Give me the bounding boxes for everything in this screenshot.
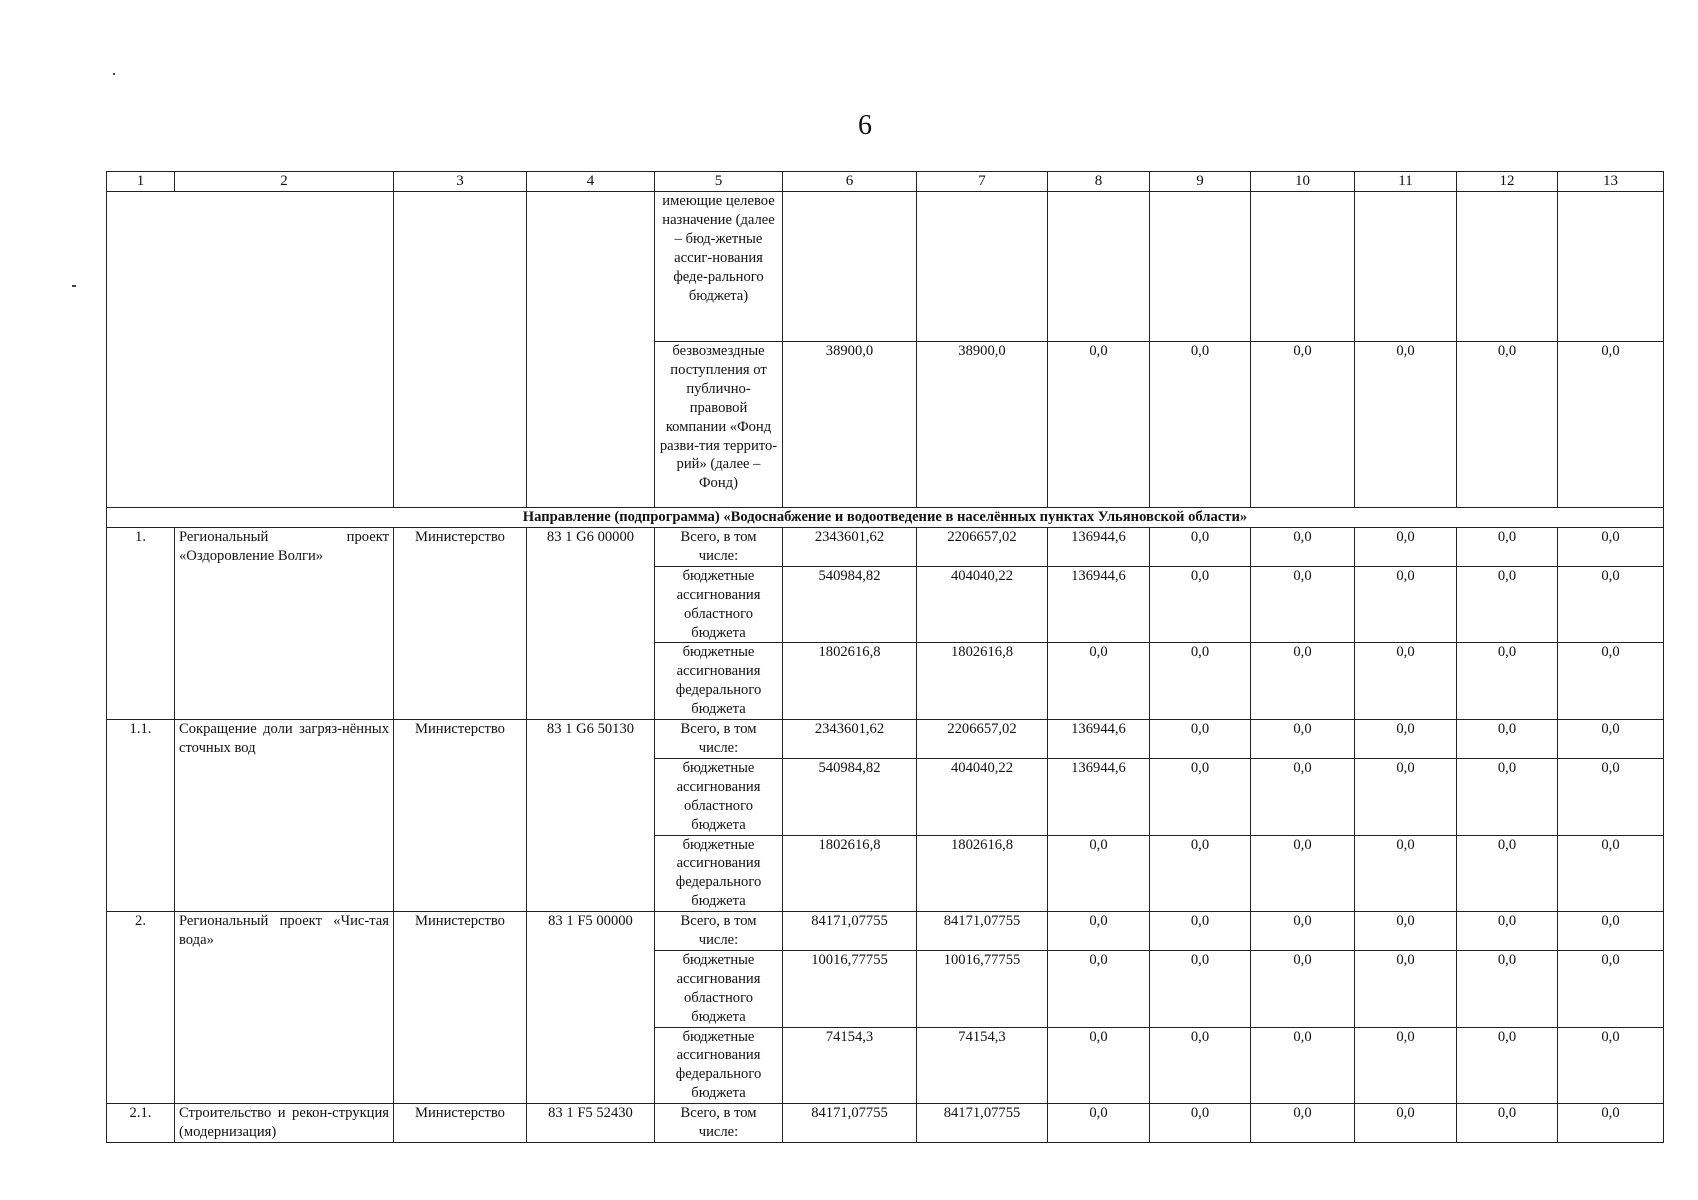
empty-cell: [527, 192, 655, 508]
table-row: [107, 1104, 1664, 1143]
column-number: 1: [107, 172, 175, 192]
column-number: 10: [1251, 172, 1355, 192]
value-cell: 0,0: [1558, 1104, 1664, 1143]
item-name: Региональный проект «Чис-тая вода»: [175, 912, 394, 1104]
item-number: 1.: [107, 528, 175, 720]
value-cell: 0,0: [1457, 566, 1558, 643]
value-cell: 0,0: [1048, 835, 1150, 912]
column-number: 5: [655, 172, 783, 192]
value-cell: [1048, 192, 1150, 342]
value-cell: 0,0: [1251, 835, 1355, 912]
value-cell: 0,0: [1355, 566, 1457, 643]
item-code: 83 1 G6 00000: [527, 528, 655, 720]
value-cell: 0,0: [1150, 1104, 1251, 1143]
column-number: 12: [1457, 172, 1558, 192]
value-cell: 38900,0: [917, 342, 1048, 508]
funding-source-cell: Всего, в том числе:: [655, 528, 783, 567]
value-cell: 0,0: [1251, 720, 1355, 759]
item-number: 2.: [107, 912, 175, 1104]
funding-source-cell: Всего, в том числе:: [655, 720, 783, 759]
value-cell: 0,0: [1457, 720, 1558, 759]
item-number: 1.1.: [107, 720, 175, 912]
budget-table: [106, 171, 1664, 1143]
column-number: 2: [175, 172, 394, 192]
value-cell: 0,0: [1355, 528, 1457, 567]
value-cell: 2343601,62: [783, 528, 917, 567]
empty-cell: [394, 192, 527, 508]
value-cell: 0,0: [1457, 835, 1558, 912]
value-cell: 0,0: [1048, 1104, 1150, 1143]
value-cell: 0,0: [1251, 758, 1355, 835]
value-cell: 0,0: [1150, 1027, 1251, 1104]
value-cell: 0,0: [1048, 950, 1150, 1027]
value-cell: 540984,82: [783, 566, 917, 643]
item-executor: Министерство: [394, 1104, 527, 1143]
value-cell: [1251, 192, 1355, 342]
value-cell: 1802616,8: [917, 835, 1048, 912]
scan-speck: [72, 285, 76, 287]
value-cell: 0,0: [1150, 835, 1251, 912]
funding-source-cell: имеющие целевое назначение (далее – бюд-жетные ассиг-нования феде-рального бюджета): [655, 192, 783, 342]
value-cell: 0,0: [1251, 950, 1355, 1027]
value-cell: [1355, 192, 1457, 342]
value-cell: 404040,22: [917, 566, 1048, 643]
funding-source-cell: Всего, в том числе:: [655, 912, 783, 951]
value-cell: 0,0: [1355, 835, 1457, 912]
value-cell: 0,0: [1457, 528, 1558, 567]
section-row: [107, 508, 1664, 528]
value-cell: 0,0: [1251, 912, 1355, 951]
value-cell: 0,0: [1355, 342, 1457, 508]
column-number: 4: [527, 172, 655, 192]
value-cell: 38900,0: [783, 342, 917, 508]
value-cell: 0,0: [1558, 758, 1664, 835]
funding-source-cell: бюджетные ассигнования областного бюджета: [655, 950, 783, 1027]
column-number: 11: [1355, 172, 1457, 192]
item-name: Сокращение доли загряз-нённых сточных вод: [175, 720, 394, 912]
value-cell: 2206657,02: [917, 528, 1048, 567]
table-row: [107, 528, 1664, 567]
value-cell: 84171,07755: [783, 912, 917, 951]
page-number: 6: [858, 110, 872, 141]
section-title: Направление (подпрограмма) «Водоснабжение и водоотведение в населённых пунктах Ульяновской области»: [107, 508, 1664, 528]
table-body: [107, 172, 1664, 1143]
value-cell: 0,0: [1150, 528, 1251, 567]
value-cell: 0,0: [1150, 758, 1251, 835]
value-cell: 136944,6: [1048, 758, 1150, 835]
column-number: 6: [783, 172, 917, 192]
value-cell: 0,0: [1048, 1027, 1150, 1104]
funding-source-cell: бюджетные ассигнования областного бюджета: [655, 566, 783, 643]
value-cell: 0,0: [1048, 912, 1150, 951]
value-cell: 0,0: [1048, 342, 1150, 508]
value-cell: 0,0: [1150, 643, 1251, 720]
value-cell: [783, 192, 917, 342]
value-cell: 0,0: [1150, 912, 1251, 951]
item-code: 83 1 G6 50130: [527, 720, 655, 912]
value-cell: 540984,82: [783, 758, 917, 835]
value-cell: 0,0: [1251, 643, 1355, 720]
funding-source-cell: Всего, в том числе:: [655, 1104, 783, 1143]
value-cell: 0,0: [1558, 1027, 1664, 1104]
value-cell: 0,0: [1558, 566, 1664, 643]
value-cell: 136944,6: [1048, 720, 1150, 759]
value-cell: 2343601,62: [783, 720, 917, 759]
value-cell: 0,0: [1251, 528, 1355, 567]
value-cell: 0,0: [1355, 720, 1457, 759]
value-cell: 0,0: [1251, 342, 1355, 508]
item-executor: Министерство: [394, 720, 527, 912]
value-cell: [1457, 192, 1558, 342]
empty-cell: [107, 192, 394, 508]
value-cell: 0,0: [1558, 342, 1664, 508]
item-executor: Министерство: [394, 912, 527, 1104]
value-cell: 1802616,8: [783, 835, 917, 912]
value-cell: 84171,07755: [917, 912, 1048, 951]
value-cell: 74154,3: [917, 1027, 1048, 1104]
funding-source-cell: бюджетные ассигнования федерального бюджета: [655, 643, 783, 720]
table-row: [107, 912, 1664, 951]
column-number: 3: [394, 172, 527, 192]
value-cell: 136944,6: [1048, 528, 1150, 567]
value-cell: 136944,6: [1048, 566, 1150, 643]
value-cell: 0,0: [1457, 950, 1558, 1027]
value-cell: 2206657,02: [917, 720, 1048, 759]
funding-source-cell: бюджетные ассигнования областного бюджета: [655, 758, 783, 835]
scan-speck: [113, 73, 115, 75]
value-cell: 0,0: [1558, 528, 1664, 567]
column-number: 9: [1150, 172, 1251, 192]
value-cell: [917, 192, 1048, 342]
column-number: 13: [1558, 172, 1664, 192]
item-name: Строительство и рекон-струкция (модернизация): [175, 1104, 394, 1143]
value-cell: 0,0: [1457, 1027, 1558, 1104]
value-cell: 10016,77755: [783, 950, 917, 1027]
value-cell: 1802616,8: [917, 643, 1048, 720]
value-cell: 0,0: [1355, 758, 1457, 835]
value-cell: 0,0: [1558, 912, 1664, 951]
value-cell: 0,0: [1355, 1027, 1457, 1104]
value-cell: 0,0: [1251, 1027, 1355, 1104]
continuation-row: [107, 192, 1664, 342]
value-cell: 0,0: [1558, 950, 1664, 1027]
value-cell: 0,0: [1355, 912, 1457, 951]
item-number: 2.1.: [107, 1104, 175, 1143]
value-cell: 0,0: [1150, 950, 1251, 1027]
table-row: [107, 720, 1664, 759]
value-cell: 10016,77755: [917, 950, 1048, 1027]
value-cell: 0,0: [1251, 566, 1355, 643]
value-cell: 1802616,8: [783, 643, 917, 720]
funding-source-cell: безвозмездные поступления от публично-правовой компании «Фонд разви-тия террито-рий» (далее – Фонд): [655, 342, 783, 508]
value-cell: 0,0: [1457, 643, 1558, 720]
value-cell: 0,0: [1558, 643, 1664, 720]
value-cell: 0,0: [1355, 950, 1457, 1027]
value-cell: 0,0: [1457, 758, 1558, 835]
item-code: 83 1 F5 00000: [527, 912, 655, 1104]
value-cell: 0,0: [1457, 912, 1558, 951]
item-name: Региональный проект «Оздоровление Волги»: [175, 528, 394, 720]
value-cell: 404040,22: [917, 758, 1048, 835]
column-number: 8: [1048, 172, 1150, 192]
value-cell: 0,0: [1457, 1104, 1558, 1143]
value-cell: 0,0: [1251, 1104, 1355, 1143]
value-cell: 0,0: [1048, 643, 1150, 720]
value-cell: 0,0: [1457, 342, 1558, 508]
funding-source-cell: бюджетные ассигнования федерального бюджета: [655, 835, 783, 912]
value-cell: 0,0: [1558, 720, 1664, 759]
value-cell: 0,0: [1355, 643, 1457, 720]
value-cell: 0,0: [1355, 1104, 1457, 1143]
value-cell: [1150, 192, 1251, 342]
funding-source-cell: бюджетные ассигнования федерального бюджета: [655, 1027, 783, 1104]
value-cell: [1558, 192, 1664, 342]
value-cell: 74154,3: [783, 1027, 917, 1104]
item-executor: Министерство: [394, 528, 527, 720]
value-cell: 84171,07755: [783, 1104, 917, 1143]
value-cell: 0,0: [1150, 342, 1251, 508]
header-row: [107, 172, 1664, 192]
value-cell: 84171,07755: [917, 1104, 1048, 1143]
item-code: 83 1 F5 52430: [527, 1104, 655, 1143]
value-cell: 0,0: [1150, 566, 1251, 643]
value-cell: 0,0: [1150, 720, 1251, 759]
value-cell: 0,0: [1558, 835, 1664, 912]
column-number: 7: [917, 172, 1048, 192]
